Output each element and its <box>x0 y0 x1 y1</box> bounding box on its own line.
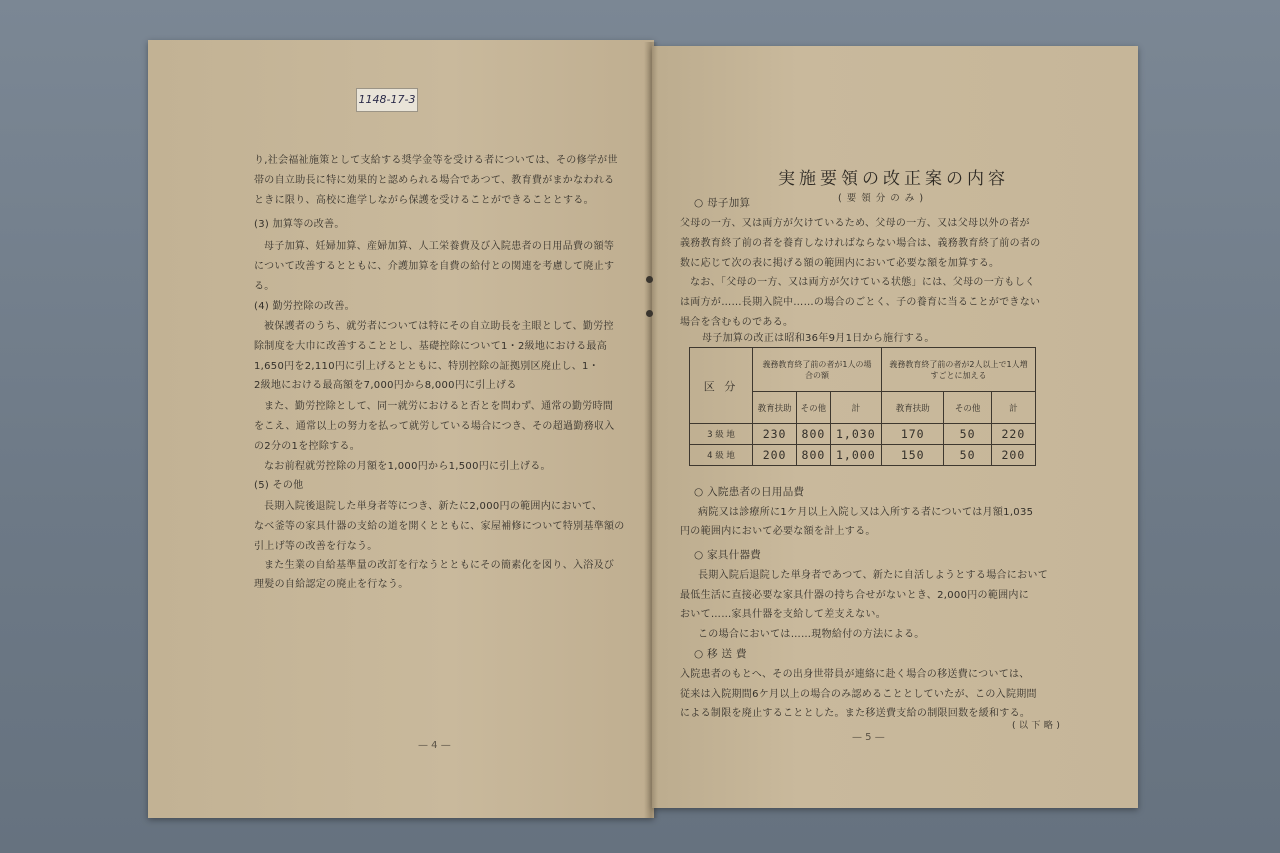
body-text-line: 義務教育終了前の者を養育しなければならない場合は、義務教育終了前の者の <box>680 238 1041 249</box>
left-text-line: る。 <box>254 281 275 292</box>
table-cell-amount: 230 <box>753 424 797 445</box>
body-text-line: 母子加算の改正は昭和36年9月1日から施行する。 <box>702 333 935 344</box>
table-row-label: 3 級 地 <box>690 424 753 445</box>
table-header-kubun: 区 分 <box>690 348 753 424</box>
allowance-table <box>689 347 1036 466</box>
section-heading-isouhi: ○ 移 送 費 <box>694 648 747 660</box>
body-text-line: による制限を廃止することとした。また移送費支給の制限回数を緩和する。 <box>680 708 1031 719</box>
left-text-line: 母子加算、妊婦加算、産婦加算、人工栄養費及び入院患者の日用品費の額等 <box>264 241 615 252</box>
book-spine <box>644 42 658 818</box>
left-text-line: 被保護者のうち、就労者については特にその自立助長を主眼として、勤労控 <box>264 321 614 332</box>
table-cell-amount: 800 <box>797 445 830 466</box>
table-cell-amount: 1,030 <box>830 424 881 445</box>
body-text-line: この場合においては……現物給付の方法による。 <box>698 629 925 640</box>
left-text-line: なべ釜等の家具什器の支給の道を開くとともに、家屋補修について特別基準額の <box>254 521 625 532</box>
table-subheader: 教育扶助 <box>753 392 797 424</box>
left-text-line: 2級地における最高額を7,000円から8,000円に引上げる <box>254 380 517 391</box>
section-heading-nichiyohin: ○ 入院患者の日用品費 <box>694 486 805 498</box>
body-text-line: 場合を含むものである。 <box>680 317 794 328</box>
left-text-line: 1,650円を2,110円に引上げるとともに、特別控除の証拠別区廃止し、1・ <box>254 361 600 372</box>
left-text-line: 除制度を大巾に改善することとし、基礎控除について1・2級地における最高 <box>254 341 608 352</box>
body-text-line: 父母の一方、又は両方が欠けているため、父母の一方、又は父母以外の者が <box>680 218 1030 229</box>
left-text-line: (3) 加算等の改善。 <box>254 219 345 230</box>
left-page-number: — 4 — <box>418 740 451 751</box>
body-text-line: 数に応じて次の表に掲げる額の範囲内において必要な額を加算する。 <box>680 258 1000 269</box>
right-page-number: — 5 — <box>852 732 885 743</box>
table-cell-amount: 170 <box>881 424 943 445</box>
table-cell-amount: 800 <box>797 424 830 445</box>
table-cell-amount: 220 <box>991 424 1035 445</box>
left-text-line: なお前程就労控除の月額を1,000円から1,500円に引上げる。 <box>264 461 551 472</box>
body-text-line: 長期入院后退院した単身者であつて、新たに自活しようとする場合において <box>698 570 1048 581</box>
table-cell-amount: 1,000 <box>830 445 881 466</box>
left-text-line: 長期入院後退院した単身者等につき、新たに2,000円の範囲内において、 <box>264 501 603 512</box>
left-text-line: 理髪の自給認定の廃止を行なう。 <box>254 579 409 590</box>
section-heading-kagu: ○ 家具什器費 <box>694 549 762 561</box>
table-subheader: その他 <box>797 392 830 424</box>
left-text-line: ときに限り、高校に進学しながら保護を受けることができることとする。 <box>254 195 594 206</box>
left-text-line: 引上げ等の改善を行なう。 <box>254 541 378 552</box>
table-subheader: その他 <box>944 392 991 424</box>
left-text-line: また、勤労控除として、同一就労におけると否とを問わず、通常の勤労時間 <box>264 401 614 412</box>
left-text-line: (4) 勤労控除の改善。 <box>254 301 355 312</box>
page-title: 実施要領の改正案の内容 <box>778 169 1009 189</box>
table-subheader: 計 <box>991 392 1035 424</box>
catalog-tag: 1148-17-3 <box>356 88 418 112</box>
left-text-line: り,社会福祉施策として支給する奨学金等を受ける者については、その修学が世 <box>254 155 618 166</box>
left-text-line: また生業の自給基準量の改訂を行なうとともにその簡素化を図り、入浴及び <box>264 560 615 571</box>
body-text-line: 従来は入院期間6ケ月以上の場合のみ認めることとしていたが、この入院期間 <box>680 689 1037 700</box>
body-text-line: 円の範囲内において必要な額を計上する。 <box>680 526 876 537</box>
binding-hole <box>646 310 653 317</box>
table-subheader: 計 <box>830 392 881 424</box>
body-text-line: 入院患者のもとへ、その出身世帯員が連絡に赴く場合の移送費については、 <box>680 669 1030 680</box>
binding-hole <box>646 276 653 283</box>
left-text-line: について改善するとともに、介護加算を自費の給付との関連を考慮して廃止す <box>254 261 615 272</box>
table-cell-amount: 200 <box>991 445 1035 466</box>
table-subheader: 教育扶助 <box>881 392 943 424</box>
table-cell-amount: 50 <box>944 445 991 466</box>
table-cell-amount: 200 <box>753 445 797 466</box>
table-group-additional: 義務教育終了前の者が2人以上で1人増すごとに加える <box>881 348 1035 392</box>
body-text-line: おいて……家具什器を支給して差支えない。 <box>680 609 886 620</box>
table-cell-amount: 150 <box>881 445 943 466</box>
left-text-line: 帯の自立助長に特に効果的と認められる場合であつて、教育費がまかなわれる <box>254 175 615 186</box>
body-text-line: は両方が……長期入院中……の場合のごとく、子の養育に当ることができない <box>680 297 1041 308</box>
table-group-one-child: 義務教育終了前の者が1人の場合の額 <box>753 348 882 392</box>
body-text-line: なお、「父母の一方、又は両方が欠けている状態」には、父母の一方もしく <box>690 277 1036 288</box>
table-row-label: 4 級 地 <box>690 445 753 466</box>
section-heading-boshi: ○ 母子加算 <box>694 197 751 209</box>
left-text-line: の2分の1を控除する。 <box>254 441 361 452</box>
page-subtitle: ( 要 領 分 の み ) <box>838 193 925 204</box>
left-text-line: をこえ、通常以上の努力を払って就労している場合につき、その超過勤務収入 <box>254 421 615 432</box>
body-text-line: 最低生活に直接必要な家具什器の持ち合せがないとき、2,000円の範囲内に <box>680 590 1030 601</box>
body-text-line: 病院又は診療所に1ケ月以上入院し又は入所する者については月額1,035 <box>698 507 1034 518</box>
table-cell-amount: 50 <box>944 424 991 445</box>
left-text-line: (5) その他 <box>254 480 304 491</box>
closing-note: ( 以 下 略 ) <box>1012 721 1061 731</box>
